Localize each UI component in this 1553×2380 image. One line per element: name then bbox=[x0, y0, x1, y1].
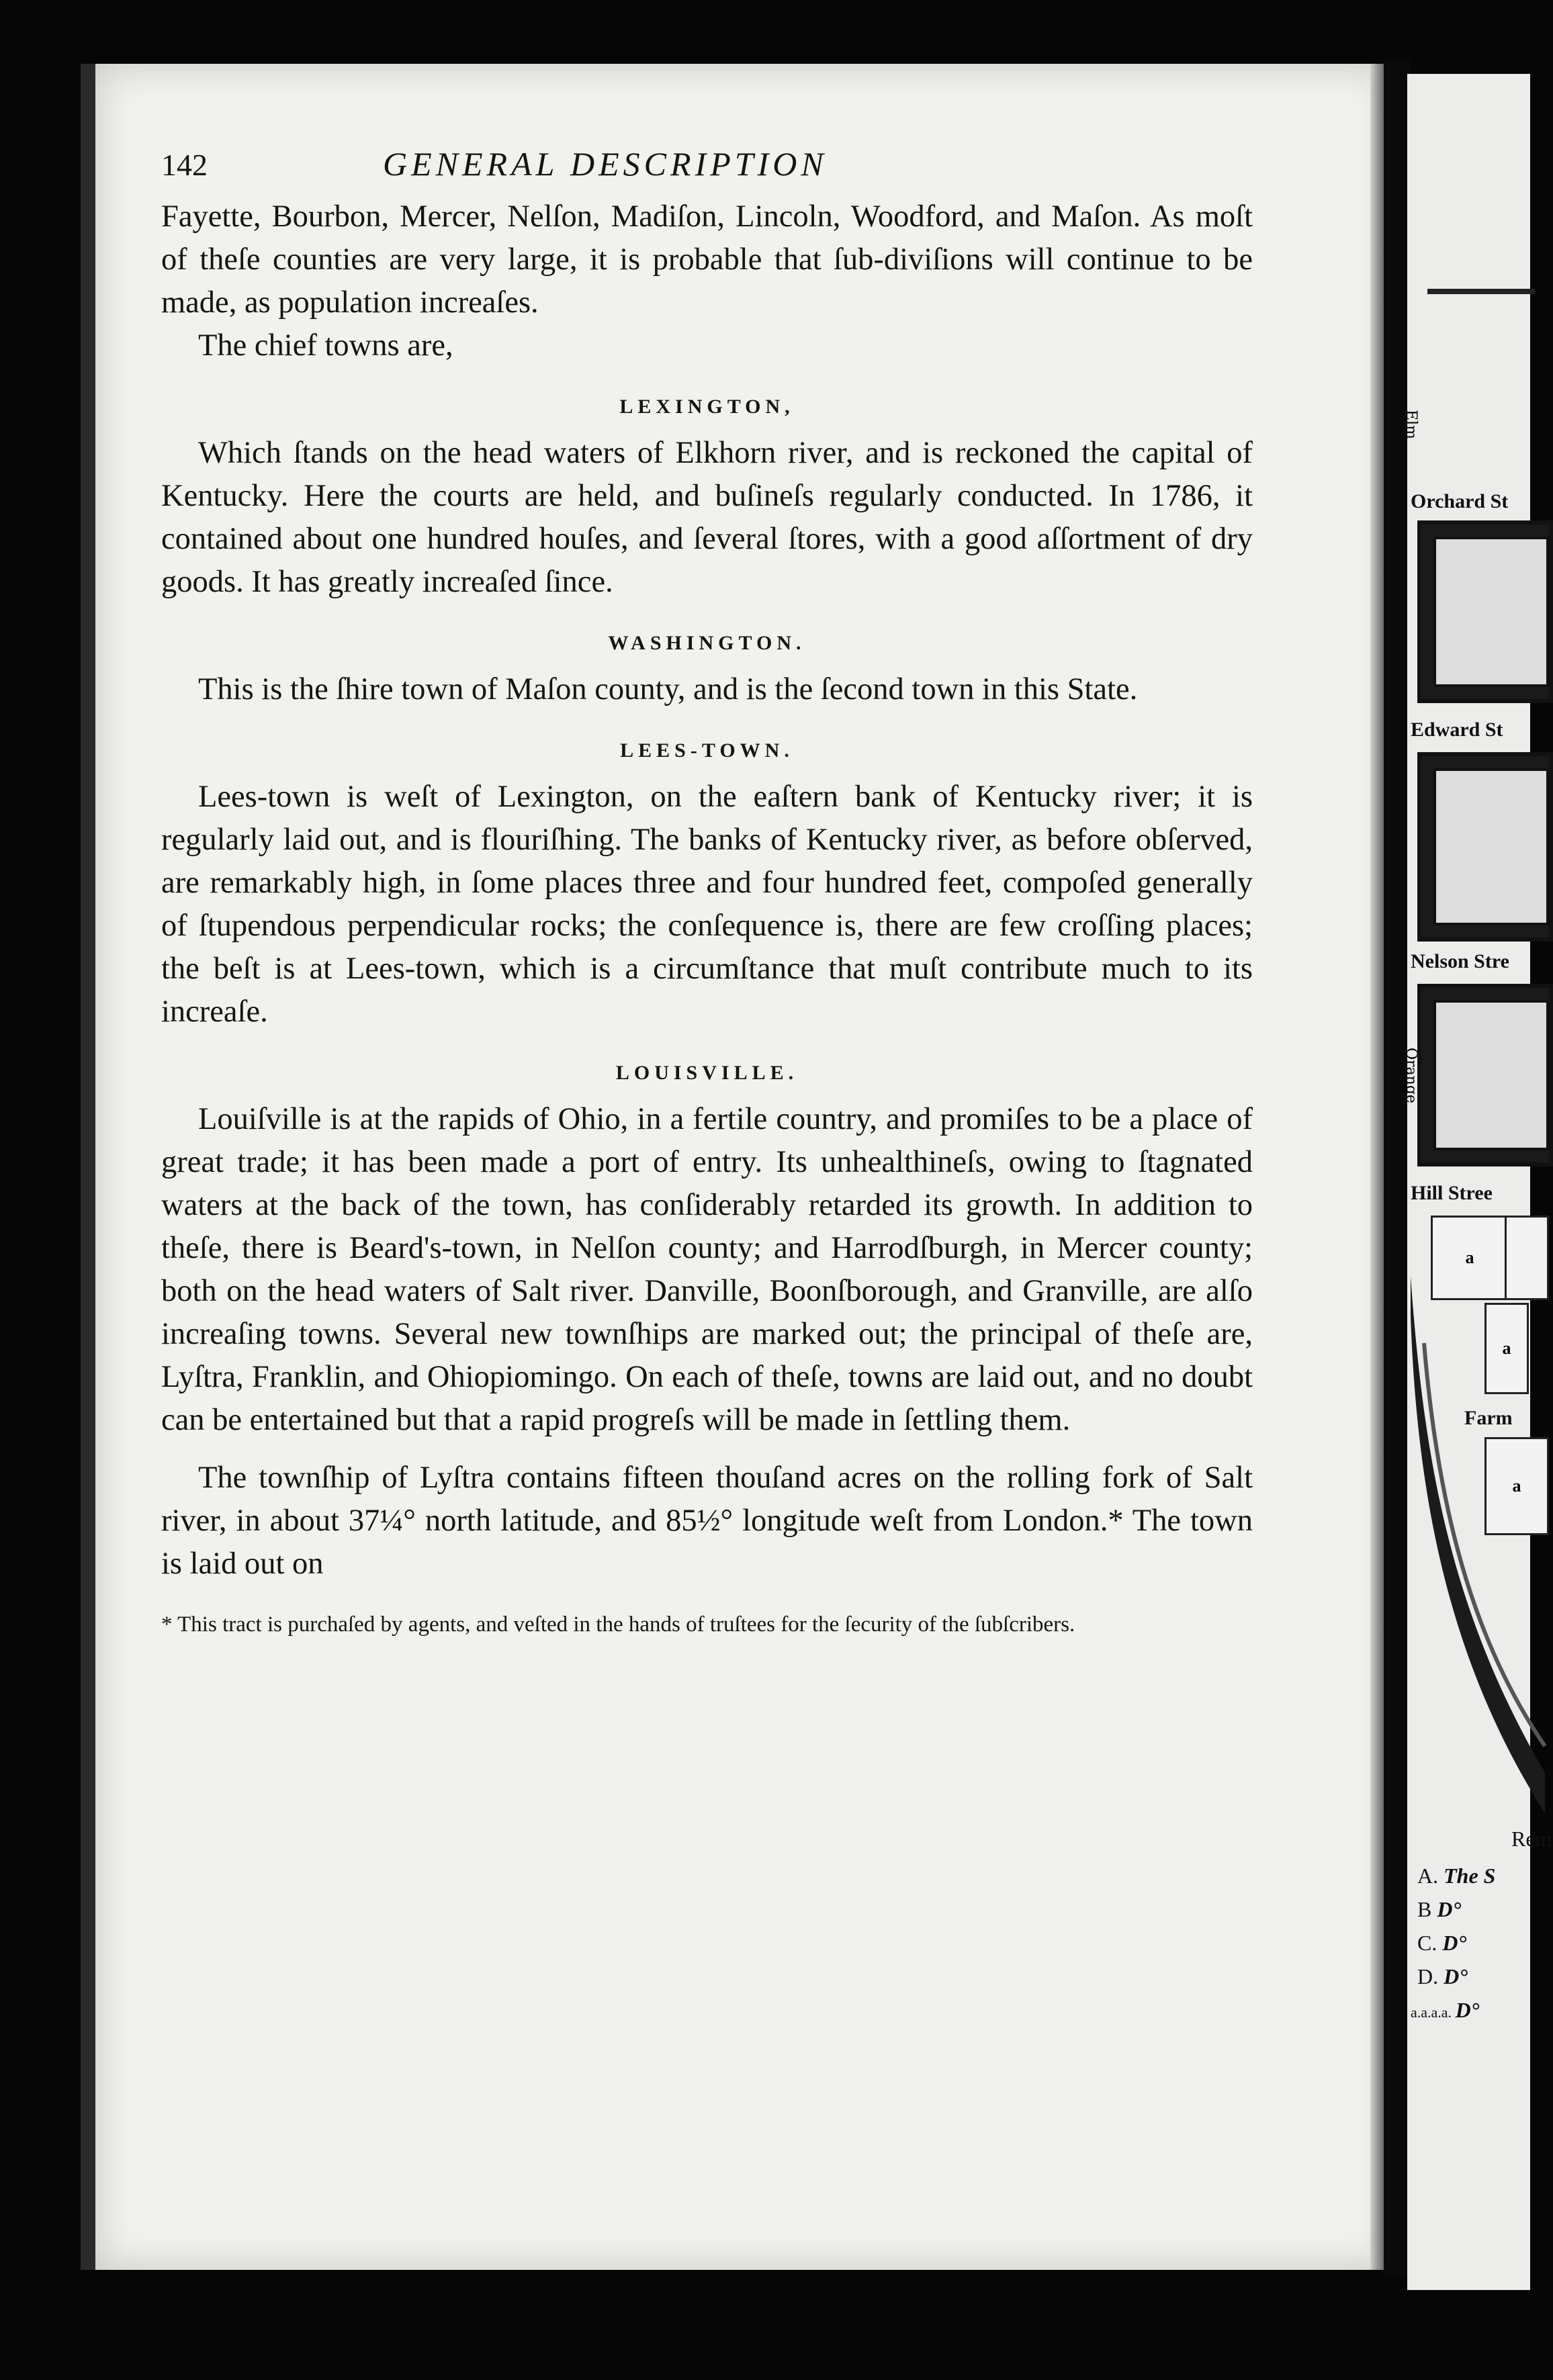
page-text bbox=[161, 144, 1253, 1639]
running-head bbox=[161, 144, 1253, 183]
running-title: GENERAL DESCRIPTION bbox=[383, 145, 828, 183]
legend-key: D. bbox=[1417, 1964, 1439, 1988]
street-label-vertical: Elm bbox=[1403, 410, 1419, 439]
paragraph-counties: Fayette, Bourbon, Mercer, Nelſon, Madiſon, Lincoln, Woodford, and Maſon. As moſt of theſe counties are very large, it is probable that ſub-diviſions will continue to be made, as population increaſes. bbox=[161, 199, 1253, 320]
map-block-interior bbox=[1433, 768, 1549, 925]
legend-value: The S bbox=[1444, 1864, 1496, 1888]
legend-key: C. bbox=[1417, 1931, 1437, 1955]
map-lot: a bbox=[1484, 1303, 1529, 1394]
paragraph-chief-towns: The chief towns are, bbox=[198, 328, 453, 363]
street-label-farm: Farm bbox=[1464, 1407, 1513, 1429]
town-plan-map bbox=[1411, 289, 1552, 2035]
facing-page-map bbox=[1403, 74, 1552, 2290]
map-lot: a bbox=[1484, 1437, 1549, 1535]
heading-washington: WASHINGTON. bbox=[608, 632, 806, 654]
book-spine bbox=[1384, 60, 1411, 2277]
paragraph-lees-town: Lees-town is weſt of Lexington, on the eaſtern bank of Kentucky river; it is regularly laid out, and is flouriſhing. The banks of Kentucky river, as before obſerved, are remarkably high, in ſome places three and four hundred feet, compoſed generally of ſtupendous perpendicular rocks; the conſequence is, there are few croſſing places; the beſt is at Lees-town, which is a circumſtance that muſt contribute much to its increaſe. bbox=[161, 780, 1253, 1029]
legend-value: D° bbox=[1437, 1897, 1462, 1921]
map-lot: a bbox=[1431, 1216, 1509, 1300]
paragraph-washington: This is the ſhire town of Maſon county, and is the ſecond town in this State. bbox=[198, 672, 1138, 706]
legend-value: D° bbox=[1455, 1998, 1480, 2022]
street-label-nelson: Nelson Stre bbox=[1411, 950, 1509, 972]
heading-lexington: LEXINGTON, bbox=[619, 396, 795, 418]
legend-item bbox=[1411, 1998, 1479, 2023]
legend-key: a.a.a.a. bbox=[1411, 2004, 1452, 2021]
street-label-edward: Edward St bbox=[1411, 719, 1503, 741]
legend-item bbox=[1417, 1931, 1466, 1956]
paragraph-louisville: Louiſville is at the rapids of Ohio, in a fertile country, and promiſes to be a place of great trade; it has been made a port of entry. Its unhealthineſs, owing to ſtagnated waters at the back of the town, has conſiderably retarded its growth. In addition to theſe, there is Beard's-town, in Nelſon county; and Harrodſburgh, in Mercer county; both on the head waters of Salt river. Danville, Boonſborough, and Granville, are alſo increaſing towns. Several new townſhips are marked out; the principal of theſe are, Lyſtra, Franklin, and Ohiopiomingo. On each of theſe, towns are laid out, and no doubt can be entertained but that a rapid progreſs will be made in ſettling them. bbox=[161, 1102, 1253, 1437]
footnote: * This tract is purchaſed by agents, and veſted in the hands of truſtees for the ſecurity of the ſubſcribers. bbox=[161, 1612, 1075, 1637]
street-label-orchard: Orchard St bbox=[1411, 490, 1509, 512]
heading-lees-town: LEES-TOWN. bbox=[620, 739, 794, 762]
map-block bbox=[1417, 752, 1553, 942]
paragraph-lexington: Which ſtands on the head waters of Elkhorn river, and is reckoned the capital of Kentucky. Here the courts are held, and buſineſs regularly conducted. In 1786, it contained about one hundred houſes, and ſeveral ſtores, with a good aſſortment of dry goods. It has greatly increaſed ſince. bbox=[161, 436, 1253, 599]
legend-item bbox=[1417, 1964, 1468, 1989]
street-label-vertical: Orange bbox=[1403, 1048, 1419, 1103]
heading-louisville: LOUISVILLE. bbox=[615, 1062, 799, 1084]
vertical-street-labels bbox=[1403, 410, 1419, 1148]
map-block bbox=[1417, 520, 1553, 703]
legend-key: B bbox=[1417, 1897, 1432, 1921]
map-block bbox=[1417, 984, 1553, 1166]
legend-value: D° bbox=[1444, 1964, 1468, 1988]
street-label-hill: Hill Stree bbox=[1411, 1182, 1493, 1204]
legend-item bbox=[1417, 1897, 1461, 1922]
legend-value: D° bbox=[1442, 1931, 1467, 1955]
paragraph-lystra: The townſhip of Lyſtra contains fifteen thouſand acres on the rolling fork of Salt river, in about 37¼° north latitude, and 85½° longitude weſt from London.* The town is laid out on bbox=[161, 1461, 1253, 1581]
legend-item bbox=[1417, 1864, 1495, 1888]
legend-heading: Rem bbox=[1511, 1827, 1552, 1851]
page-number: 142 bbox=[161, 148, 208, 182]
map-block-interior bbox=[1433, 537, 1549, 687]
legend-key: A. bbox=[1417, 1864, 1439, 1888]
map-block-interior bbox=[1433, 1000, 1549, 1150]
